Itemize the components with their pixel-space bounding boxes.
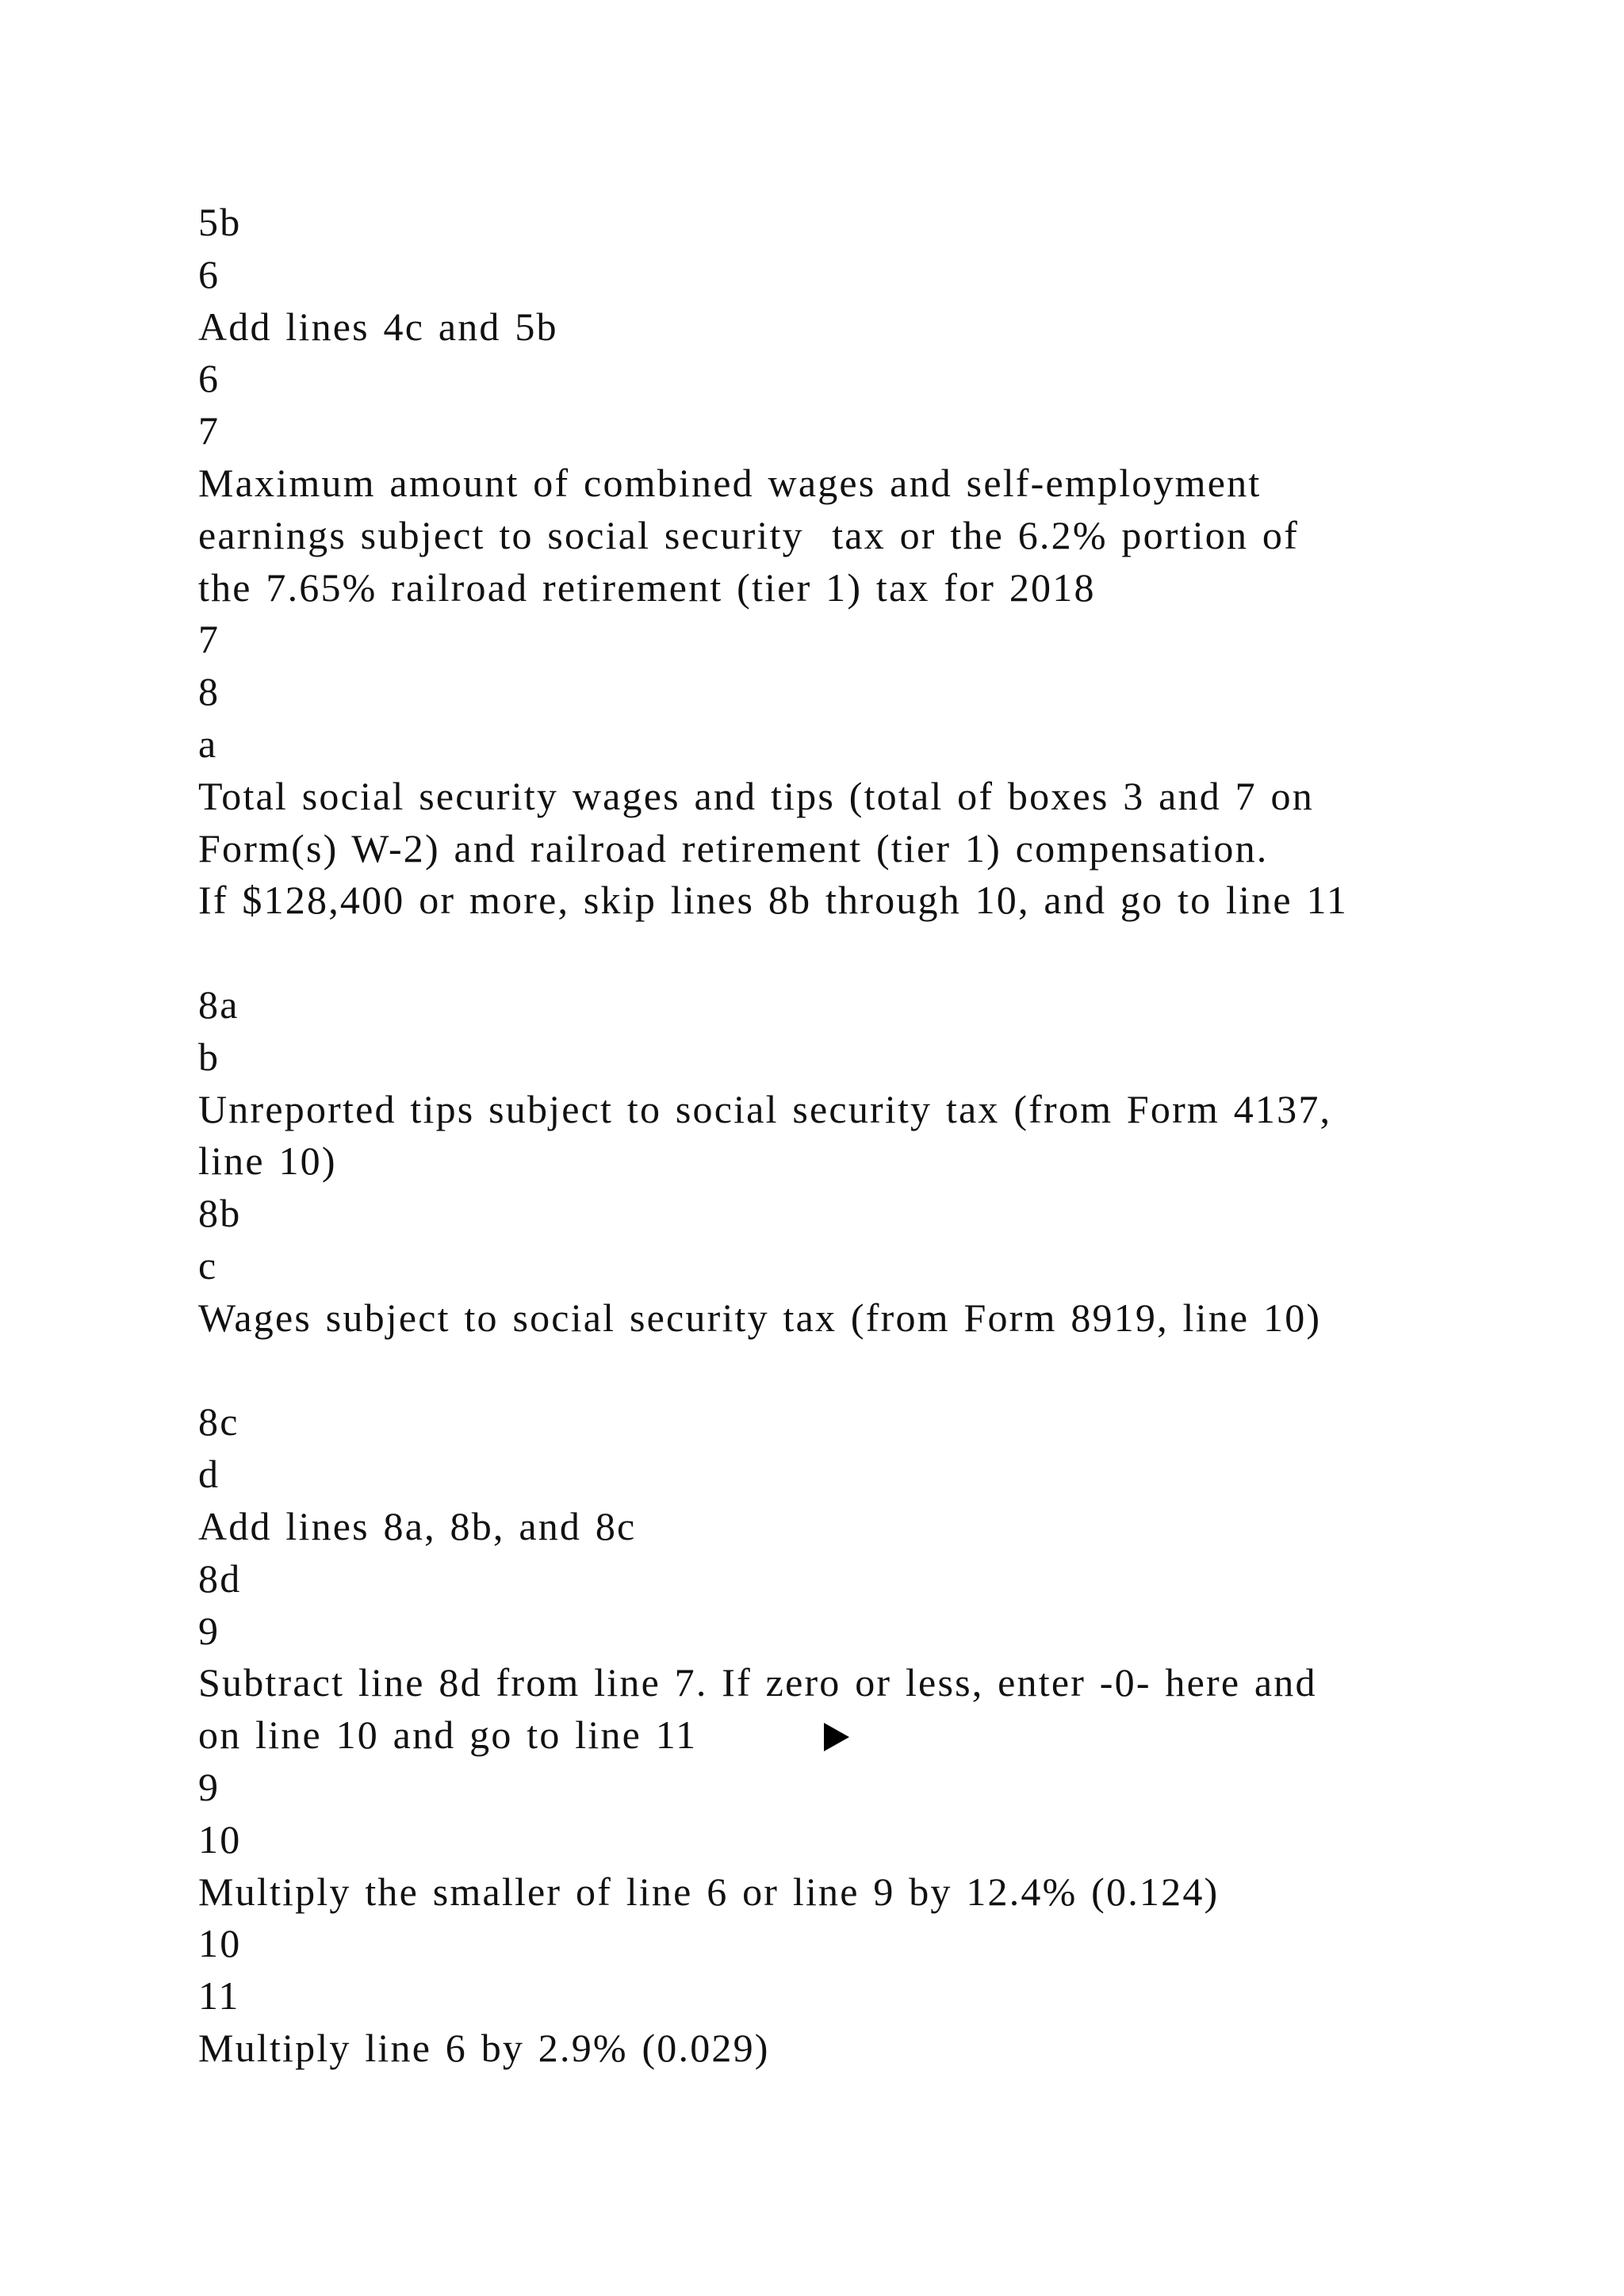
text-line [198,927,1546,979]
text-line: 7 [198,408,220,453]
text-line: 11 [198,1973,240,2019]
text-line: Form(s) W-2) and railroad retirement (tier 1) compensation. [198,825,1269,871]
text-line: the 7.65% railroad retirement (tier 1) tax for 2018 [198,564,1096,610]
text-line: If $128,400 or more, skip lines 8b through 10, and go to line 11 [198,878,1349,923]
text-line: 9 [198,1608,220,1653]
text-line: 8 [198,669,220,714]
text-line: 7 [198,617,220,662]
text-line: 6 [198,356,220,401]
text-line: 9 [198,1764,220,1809]
text-line: a [198,721,218,766]
text-line: Unreported tips subject to social security tax (from Form 4137, [198,1086,1332,1131]
text-line: earnings subject to social security tax or the 6.2% portion of [198,512,1299,557]
text-line: Multiply the smaller of line 6 or line 9 by 12.4% (0.124) [198,1869,1220,1914]
play-triangle-icon [824,1723,849,1751]
text-line: b [198,1034,220,1079]
text-line: Subtract line 8d from line 7. If zero or less, enter -0- here and [198,1660,1317,1705]
text-line: Total social security wages and tips (total of boxes 3 and 7 on [198,773,1314,818]
text-line: 8c [198,1399,239,1445]
text-line: Add lines 4c and 5b [198,304,558,349]
text-line: 8b [198,1191,242,1236]
text-line-with-arrow [198,1709,1546,1762]
text-line: line 10) [198,1138,337,1184]
text-line: d [198,1452,220,1497]
text-line: Wages subject to social security tax (from Form 8919, line 10) [198,1295,1322,1340]
text-line: 10 [198,1921,242,1966]
text-line: Multiply line 6 by 2.9% (0.029) [198,2025,770,2070]
text-line: Maximum amount of combined wages and self-employment [198,460,1262,505]
text-line: 10 [198,1816,242,1862]
text-line: c [198,1242,218,1288]
text-line: on line 10 and go to line 11 [198,1712,698,1758]
text-line: Add lines 8a, 8b, and 8c [198,1503,637,1548]
document-text [198,197,1546,2075]
text-line: 5b [198,200,242,244]
text-line: 8d [198,1556,242,1601]
text-line: 6 [198,251,220,297]
text-line [198,1345,1546,1397]
text-line: 8a [198,982,239,1027]
